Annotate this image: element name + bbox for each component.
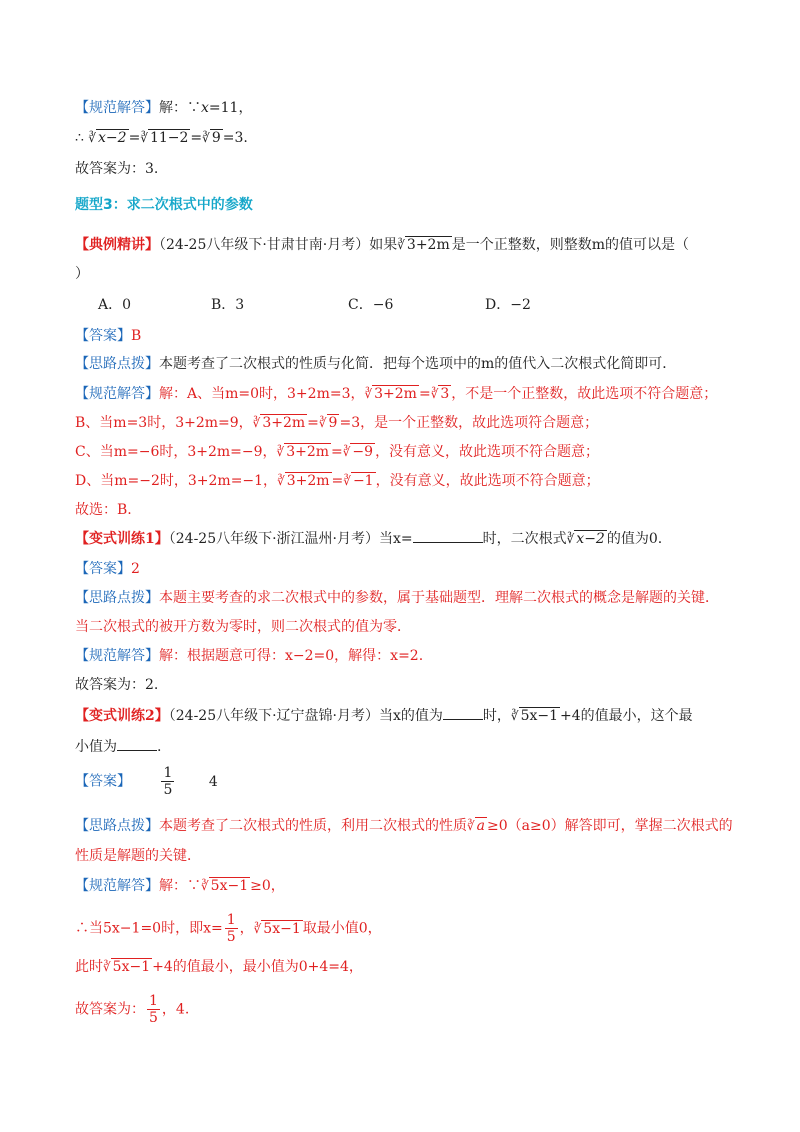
radical: ∛ 11−2: [140, 130, 189, 146]
radical: ∛ 9: [202, 130, 221, 146]
variant1-answer: 【答案】2: [75, 561, 140, 577]
variant2-solution1: 【规范解答】解：∵∛ 5x−1 ≥0，: [75, 875, 285, 897]
answer-blank: [443, 705, 483, 720]
radical: ∛ 5x−1: [103, 959, 151, 975]
variant2-solution3: 此时∛ 5x−1 +4的值最小，最小值为0+4=4，: [75, 956, 363, 978]
example-answer: 【答案】B: [75, 328, 142, 344]
example-solution-b: B、当m=3时，3+2m=9，∛ 3+2m =∛ 9 =3，是一个正整数，故此选项符合题意；: [75, 412, 598, 434]
top-answer: 故答案为：3.: [75, 161, 159, 177]
variant2-final: 故答案为： $\frac{1}{5}$ ，4.: [75, 993, 190, 1026]
radical: ∛ 5x−1: [201, 878, 249, 894]
variant1-solution: 【规范解答】解：根据题意可得：x−2=0，解得：x=2.: [75, 648, 424, 664]
example-tag: 【典例精讲】: [75, 237, 159, 253]
top-solution-line2: ∴ ∛ x−2 =∛ 11−2 =∛ 9 =3.: [75, 127, 248, 149]
example-final: 故选：B.: [75, 502, 132, 518]
radical: ∛ 3+2m: [364, 386, 417, 402]
option-c: C．−6: [348, 297, 394, 313]
example-solution-c: C、当m=−6时，3+2m=−9，∛ 3+2m =∛ −9 ，没有意义，故此选项不符合题意；: [75, 441, 599, 463]
example-solution-d: D、当m=−2时，3+2m=−1，∛ 3+2m =∛ −1 ，没有意义，故此选项不符合题意；: [75, 470, 600, 492]
radical: ∛ 3+2m: [276, 444, 330, 460]
radical: ∛ a: [467, 818, 486, 834]
option-d: D．−2: [485, 297, 531, 313]
option-a: A．0: [98, 297, 132, 313]
radical: ∛ 5x−1: [510, 708, 559, 724]
variant2-answer: 【答案】 $\frac{1}{5}$ 4: [75, 765, 218, 798]
variant1-hint2: 当二次根式的被开方数为零时，则二次根式的值为零．: [75, 619, 411, 635]
radical: ∛ 3: [430, 386, 450, 402]
radical: ∛ 3+2m: [252, 415, 306, 431]
variant2-tag: 【变式训练2】: [75, 708, 169, 724]
example-options: [98, 294, 531, 316]
variant1-final: 故答案为：2.: [75, 677, 159, 693]
option-b: B．3: [211, 297, 245, 313]
fraction: $\frac{1}{5}$: [163, 765, 173, 798]
variant1-tag: 【变式训练1】: [75, 531, 169, 547]
radical: ∛ 3+2m: [277, 473, 330, 489]
radical: ∛ 5x−1: [253, 920, 301, 937]
fraction: $\frac{1}{5}$: [149, 993, 158, 1026]
answer-blank: [413, 528, 483, 543]
section-title: 题型3：求二次根式中的参数: [75, 197, 253, 213]
solution-tag: 【规范解答】: [75, 100, 159, 116]
variant1-hint1: 【思路点拨】本题主要考查的求二次根式中的参数，属于基础题型．理解二次根式的概念是解题的关键．: [75, 590, 719, 606]
radical: ∛ 9: [318, 415, 338, 431]
variant2-hint1: 【思路点拨】本题考查了二次根式的性质，利用二次根式的性质∛ a ≥0（a≥0）解答即可，掌握二次根式的: [75, 815, 733, 837]
variant1-question: 【变式训练1】（24-25八年级下·浙江温州·月考）当x= 时，二次根式∛ x−2 的值为0.: [75, 528, 662, 550]
example-solution-a: 【规范解答】解：A、当m=0时，3+2m=3，∛ 3+2m =∛ 3 ，不是一个正整数，故此选项不符合题意；: [75, 383, 717, 405]
radical: ∛ x−2: [566, 531, 605, 547]
example-question-end: ）: [75, 266, 89, 282]
radical: ∛ −9: [342, 444, 374, 460]
answer-blank: [117, 736, 157, 751]
variant2-solution2: ∴当5x−1=0时，即x= $\frac{1}{5}$ ，∛ 5x−1 取最小值0，: [75, 912, 382, 945]
top-solution-line1: 【规范解答】解：∵x=11，: [75, 100, 253, 116]
fraction: $\frac{1}{5}$: [226, 912, 236, 945]
variant2-question-line2: 小值为 .: [75, 736, 161, 758]
example-question: 【典例精讲】（24-25八年级下·甘肃甘南·月考）如果∛ 3+2m 是一个正整数，则整数m的值可以是（: [75, 234, 689, 256]
example-hint: 【思路点拨】本题考查了二次根式的性质与化简．把每个选项中的m的值代入二次根式化简即可．: [75, 356, 677, 372]
variant2-hint2: 性质是解题的关键．: [75, 848, 201, 864]
radical: ∛ −1: [343, 473, 374, 489]
radical: ∛ 3+2m: [397, 237, 450, 253]
variant2-question: 【变式训练2】（24-25八年级下·辽宁盘锦·月考）当x的值为 时，∛ 5x−1 +4的值最小，这个最: [75, 705, 693, 727]
radical: ∛ x−2: [88, 130, 127, 146]
